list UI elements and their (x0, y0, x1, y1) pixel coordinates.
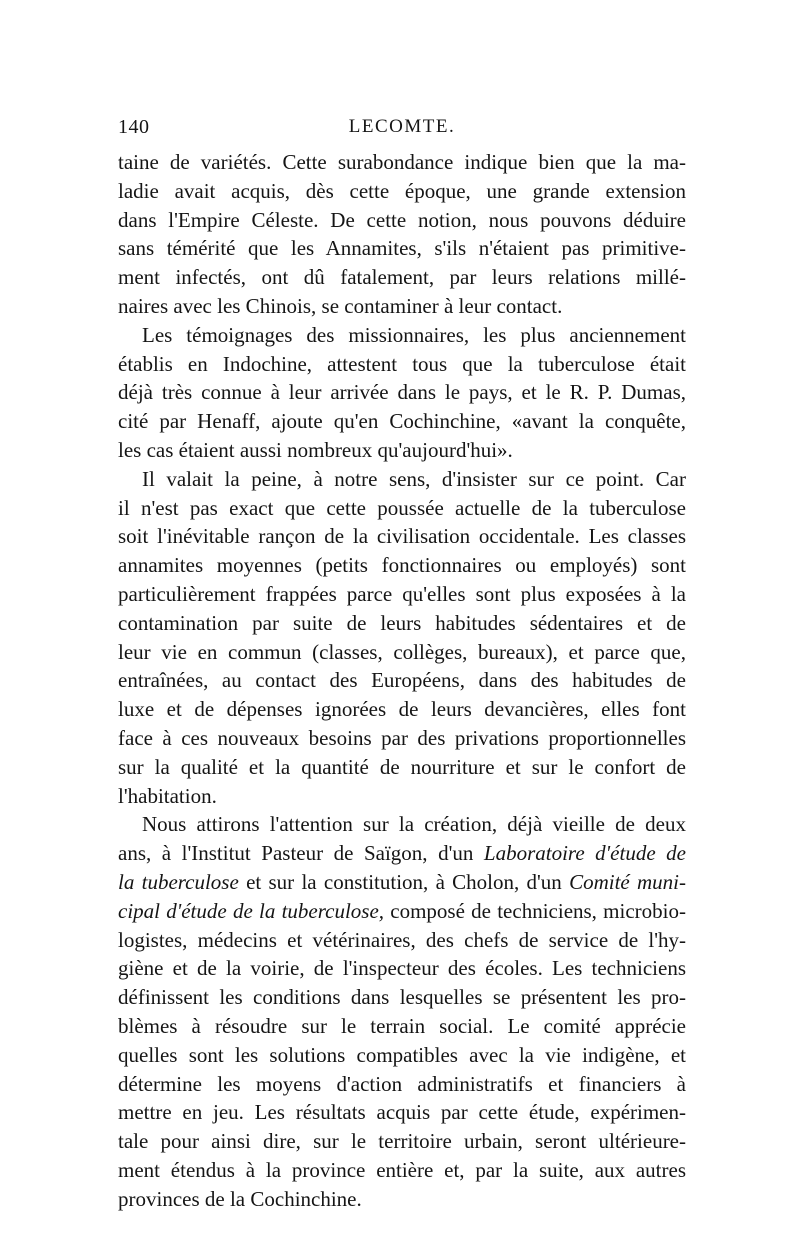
page-number: 140 (118, 116, 150, 138)
text-line: tale pour ainsi dire, sur le territoire urbain, seront ultérieure- (118, 1129, 686, 1154)
text-line: définissent les conditions dans lesquelles se présentent les pro- (118, 985, 686, 1010)
text-line: quelles sont les solutions compatibles avec la vie indigène, et (118, 1042, 686, 1067)
text-line: giène et de la voirie, de l'inspecteur des écoles. Les techniciens (118, 956, 686, 981)
text-line: ladie avait acquis, dès cette époque, une grande extension (118, 178, 686, 203)
text-line: ment étendus à la province entière et, par la suite, aux autres (118, 1157, 686, 1182)
text-line: contamination par suite de leurs habitudes sédentaires et de (118, 610, 686, 635)
italic-title: cipal d'étude de la tuberculose, (118, 898, 385, 923)
running-head: LECOMTE. (348, 116, 456, 137)
text-line: l'habitation. (118, 783, 217, 808)
text-line: particulièrement frappées parce qu'elles sont plus exposées à la (118, 581, 686, 606)
text-line: luxe et de dépenses ignorées de leurs devancières, elles font (118, 697, 686, 722)
text-line: taine de variétés. Cette surabondance indique bien que la ma- (118, 150, 686, 174)
text-line: provinces de la Cochinchine. (118, 1186, 362, 1211)
text-line: cité par Henaff, ajoute qu'en Cochinchine, «avant la conquête, (118, 409, 686, 434)
text-line: Nous attirons l'attention sur la création, déjà vieille de deux (142, 812, 686, 837)
text-line: naires avec les Chinois, se contaminer à leur contact. (118, 293, 563, 318)
text-line: dans l'Empire Céleste. De cette notion, nous pouvons déduire (118, 207, 686, 232)
text-line: détermine les moyens d'action administratifs et financiers à (118, 1071, 686, 1096)
text-line: Il valait la peine, à notre sens, d'insister sur ce point. Car (142, 466, 686, 491)
text-line: établis en Indochine, attestent tous que la tuberculose était (118, 351, 686, 376)
italic-title: Comité muni- (569, 869, 687, 894)
italic-title: la tuberculose (118, 869, 239, 894)
text-line: les cas étaient aussi nombreux qu'aujourd'hui». (118, 437, 513, 462)
text-line: blèmes à résoudre sur le terrain social. Le comité apprécie (118, 1013, 686, 1038)
page-header (118, 116, 686, 146)
text-line: sans témérité que les Annamites, s'ils n'étaient pas primitive- (118, 236, 686, 261)
text-line: cipal d'étude de la tuberculose, composé de techniciens, microbio- (118, 898, 686, 923)
text-line: la tuberculose et sur la constitution, à Cholon, d'un Comité muni- (118, 869, 687, 894)
text-line: Les témoignages des missionnaires, les plus anciennement (142, 322, 686, 347)
text-line: leur vie en commun (classes, collèges, bureaux), et parce que, (118, 639, 686, 664)
text-line: ment infectés, ont dû fatalement, par leurs relations millé- (118, 265, 686, 290)
text-line: face à ces nouveaux besoins par des privations proportionnelles (118, 725, 686, 750)
text-line: soit l'inévitable rançon de la civilisation occidentale. Les classes (118, 524, 686, 549)
body-text (118, 148, 686, 1213)
text-line: sur la qualité et la quantité de nourriture et sur le confort de (118, 754, 686, 779)
text-line: entraînées, au contact des Européens, dans des habitudes de (118, 668, 686, 693)
text-line: déjà très connue à leur arrivée dans le pays, et le R. P. Dumas, (118, 380, 686, 405)
text-line: mettre en jeu. Les résultats acquis par cette étude, expérimen- (118, 1100, 686, 1125)
text-line: ans, à l'Institut Pasteur de Saïgon, d'un Laboratoire d'étude de (118, 841, 686, 866)
text-line: annamites moyennes (petits fonctionnaires ou employés) sont (118, 553, 686, 578)
italic-title: Laboratoire d'étude de (483, 841, 686, 866)
text-line: il n'est pas exact que cette poussée actuelle de la tuberculose (118, 495, 686, 520)
text-line: logistes, médecins et vétérinaires, des chefs de service de l'hy- (118, 927, 686, 952)
